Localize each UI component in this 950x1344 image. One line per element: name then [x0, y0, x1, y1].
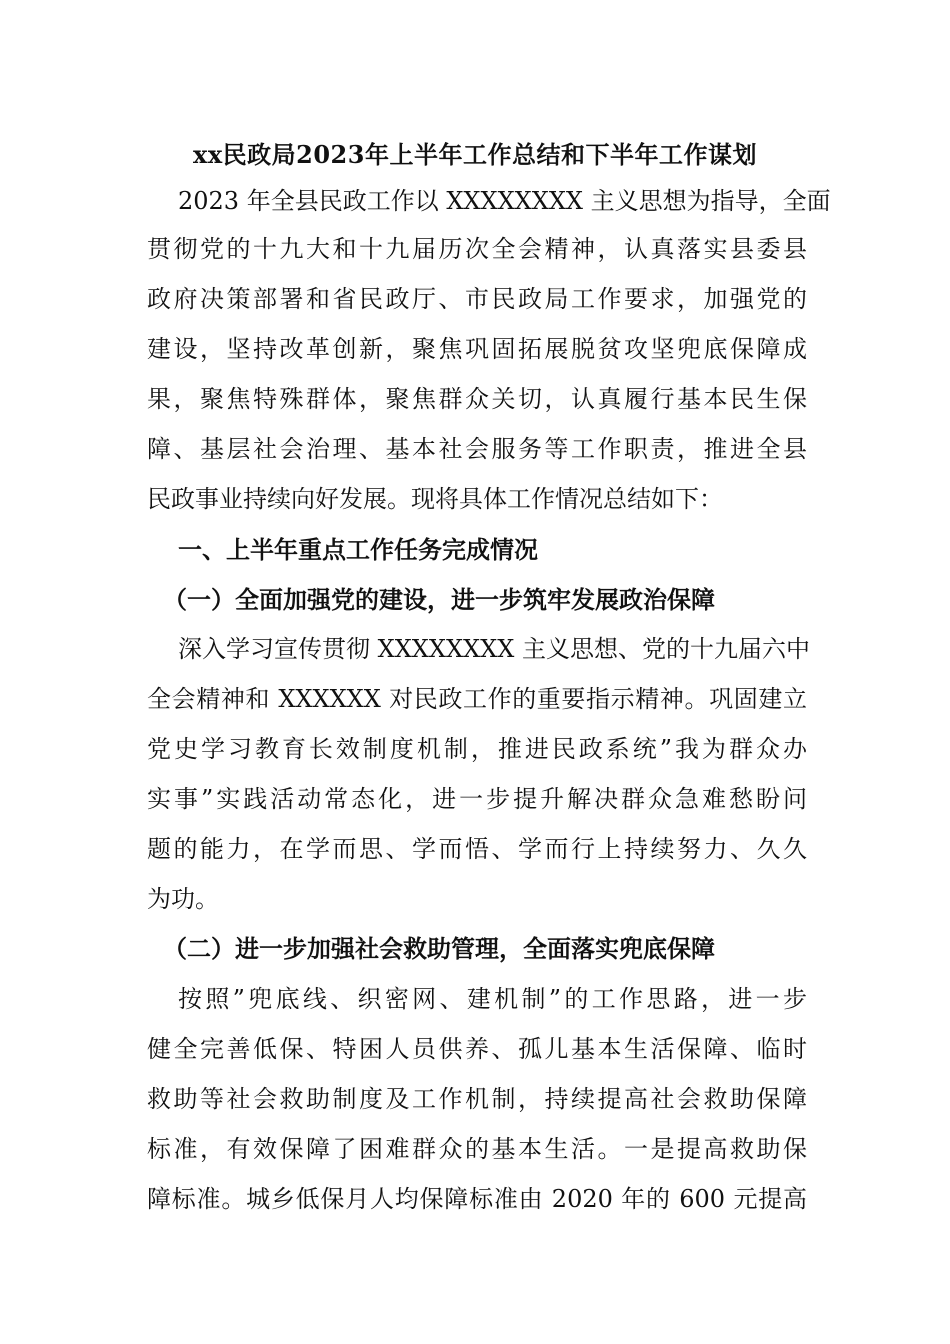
- body-line: 党史学习教育长效制度机制，推进民政系统”我为群众办: [147, 735, 807, 763]
- body-line: 深入学习宣传贯彻 XXXXXXXX 主义思想、党的十九届六中: [178, 635, 810, 663]
- intro-line: 政府决策部署和省民政厅、市民政局工作要求，加强党的: [147, 285, 807, 313]
- body-line: 救助等社会救助制度及工作机制，持续提高社会救助保障: [147, 1085, 807, 1113]
- body-line: 障标准。城乡低保月人均保障标准由 2020 年的 600 元提高: [147, 1185, 807, 1213]
- section-heading: 一、上半年重点工作任务完成情况: [178, 535, 538, 564]
- document-title: xx民政局2023年上半年工作总结和下半年工作谋划: [193, 140, 757, 169]
- subsection-heading: （一）全面加强党的建设，进一步筑牢发展政治保障: [163, 585, 715, 614]
- body-line: 为功。: [147, 885, 219, 913]
- body-line: 健全完善低保、特困人员供养、孤儿基本生活保障、临时: [147, 1035, 807, 1063]
- intro-line: 果，聚焦特殊群体，聚焦群众关切，认真履行基本民生保: [147, 385, 807, 413]
- intro-line: 2023 年全县民政工作以 XXXXXXXX 主义思想为指导，全面: [178, 187, 831, 215]
- intro-line: 障、基层社会治理、基本社会服务等工作职责，推进全县: [147, 435, 807, 463]
- intro-line: 贯彻党的十九大和十九届历次全会精神，认真落实县委县: [147, 235, 807, 263]
- intro-line: 建设，坚持改革创新，聚焦巩固拓展脱贫攻坚兜底保障成: [147, 335, 807, 363]
- subsection-heading: （二）进一步加强社会救助管理，全面落实兜底保障: [163, 934, 715, 963]
- body-line: 按照”兜底线、织密网、建机制”的工作思路，进一步: [178, 985, 807, 1013]
- body-line: 题的能力，在学而思、学而悟、学而行上持续努力、久久: [147, 835, 807, 863]
- body-line: 标准，有效保障了困难群众的基本生活。一是提高救助保: [147, 1135, 807, 1163]
- body-line: 实事”实践活动常态化，进一步提升解决群众急难愁盼问: [147, 785, 807, 813]
- intro-line: 民政事业持续向好发展。现将具体工作情况总结如下：: [147, 485, 723, 513]
- body-line: 全会精神和 XXXXXX 对民政工作的重要指示精神。巩固建立: [147, 685, 807, 713]
